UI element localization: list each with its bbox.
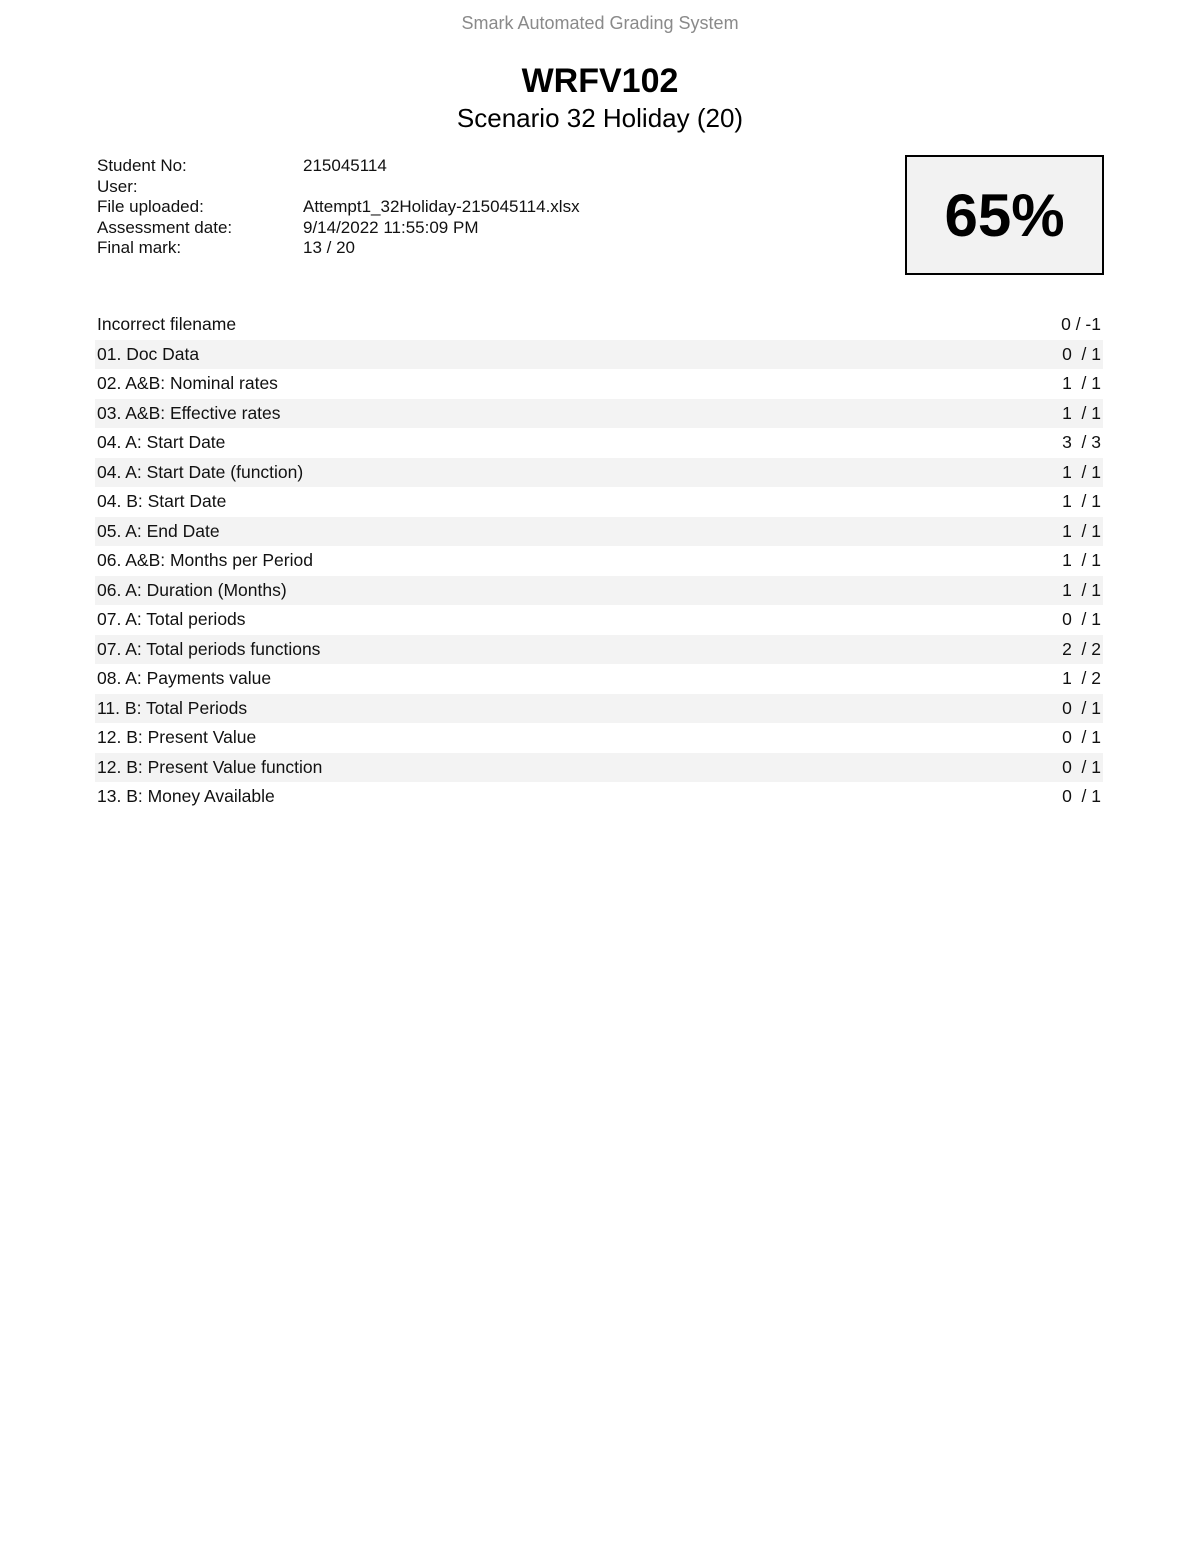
info-label: Student No: bbox=[97, 156, 187, 175]
info-row-file-uploaded bbox=[97, 197, 580, 218]
result-row bbox=[95, 310, 1103, 340]
info-value: 215045114 bbox=[303, 156, 387, 175]
result-score: 1 / 1 bbox=[1062, 402, 1101, 423]
result-name: 04. B: Start Date bbox=[97, 491, 227, 512]
result-row bbox=[95, 635, 1103, 665]
result-score: 0 / 1 bbox=[1062, 697, 1101, 718]
result-row bbox=[95, 753, 1103, 783]
info-value bbox=[303, 177, 580, 198]
info-label: File uploaded: bbox=[97, 197, 204, 216]
info-value: 13 / 20 bbox=[303, 238, 355, 257]
result-row bbox=[95, 694, 1103, 724]
result-row bbox=[95, 546, 1103, 576]
result-row bbox=[95, 605, 1103, 635]
info-value: Attempt1_32Holiday-215045114.xlsx bbox=[303, 197, 580, 216]
result-row bbox=[95, 369, 1103, 399]
result-name: 01. Doc Data bbox=[97, 343, 200, 364]
result-row bbox=[95, 428, 1103, 458]
result-name: Incorrect filename bbox=[97, 314, 237, 335]
result-score: 0 / 1 bbox=[1062, 609, 1101, 630]
info-label: Assessment date: bbox=[97, 217, 233, 237]
result-score: 1 / 1 bbox=[1062, 520, 1101, 541]
result-row bbox=[95, 664, 1103, 694]
result-score: 1 / 1 bbox=[1062, 461, 1101, 482]
result-score: 1 / 1 bbox=[1062, 579, 1101, 600]
result-name: 12. B: Present Value function bbox=[97, 756, 323, 777]
result-name: 06. A&B: Months per Period bbox=[97, 550, 313, 571]
score-percent-box: 65% bbox=[905, 155, 1104, 275]
result-score: 1 / 1 bbox=[1062, 550, 1101, 571]
info-row-student-no bbox=[97, 156, 580, 177]
result-score: 1 / 1 bbox=[1062, 373, 1101, 394]
result-name: 11. B: Total Periods bbox=[97, 697, 248, 718]
result-score: 1 / 1 bbox=[1062, 491, 1101, 512]
student-info-table bbox=[97, 156, 580, 259]
result-name: 05. A: End Date bbox=[97, 520, 220, 541]
result-name: 08. A: Payments value bbox=[97, 668, 272, 689]
result-row bbox=[95, 399, 1103, 429]
result-name: 04. A: Start Date bbox=[97, 432, 226, 453]
result-name: 06. A: Duration (Months) bbox=[97, 579, 287, 600]
result-score: 0 / 1 bbox=[1062, 343, 1101, 364]
result-name: 02. A&B: Nominal rates bbox=[97, 373, 278, 394]
result-score: 0 / 1 bbox=[1062, 727, 1101, 748]
results-table bbox=[95, 310, 1103, 812]
course-code: WRFV102 bbox=[521, 62, 679, 100]
result-name: 03. A&B: Effective rates bbox=[97, 402, 281, 423]
info-row-assessment-date bbox=[97, 218, 580, 239]
assignment-title: Scenario 32 Holiday (20) bbox=[456, 103, 744, 133]
result-row bbox=[95, 458, 1103, 488]
result-score: 2 / 2 bbox=[1062, 638, 1101, 659]
info-label: User: bbox=[97, 176, 138, 196]
result-name: 04. A: Start Date (function) bbox=[97, 461, 304, 482]
result-row bbox=[95, 487, 1103, 517]
result-name: 12. B: Present Value bbox=[97, 727, 257, 748]
result-row bbox=[95, 340, 1103, 370]
system-header: Smark Automated Grading System bbox=[461, 13, 739, 33]
info-value: 9/14/2022 11:55:09 PM bbox=[303, 217, 479, 237]
result-name: 07. A: Total periods functions bbox=[97, 638, 321, 659]
result-row bbox=[95, 782, 1103, 812]
result-row bbox=[95, 723, 1103, 753]
info-row-user bbox=[97, 177, 580, 198]
result-score: 3 / 3 bbox=[1062, 432, 1101, 453]
result-row bbox=[95, 576, 1103, 606]
info-label: Final mark: bbox=[97, 238, 182, 257]
result-name: 13. B: Money Available bbox=[97, 786, 275, 807]
result-score: 0 / 1 bbox=[1062, 786, 1101, 807]
result-name: 07. A: Total periods bbox=[97, 609, 246, 630]
result-score: 0 / -1 bbox=[1061, 314, 1101, 335]
result-score: 0 / 1 bbox=[1062, 756, 1101, 777]
info-row-final-mark bbox=[97, 238, 580, 259]
result-score: 1 / 2 bbox=[1062, 668, 1101, 689]
result-row bbox=[95, 517, 1103, 547]
